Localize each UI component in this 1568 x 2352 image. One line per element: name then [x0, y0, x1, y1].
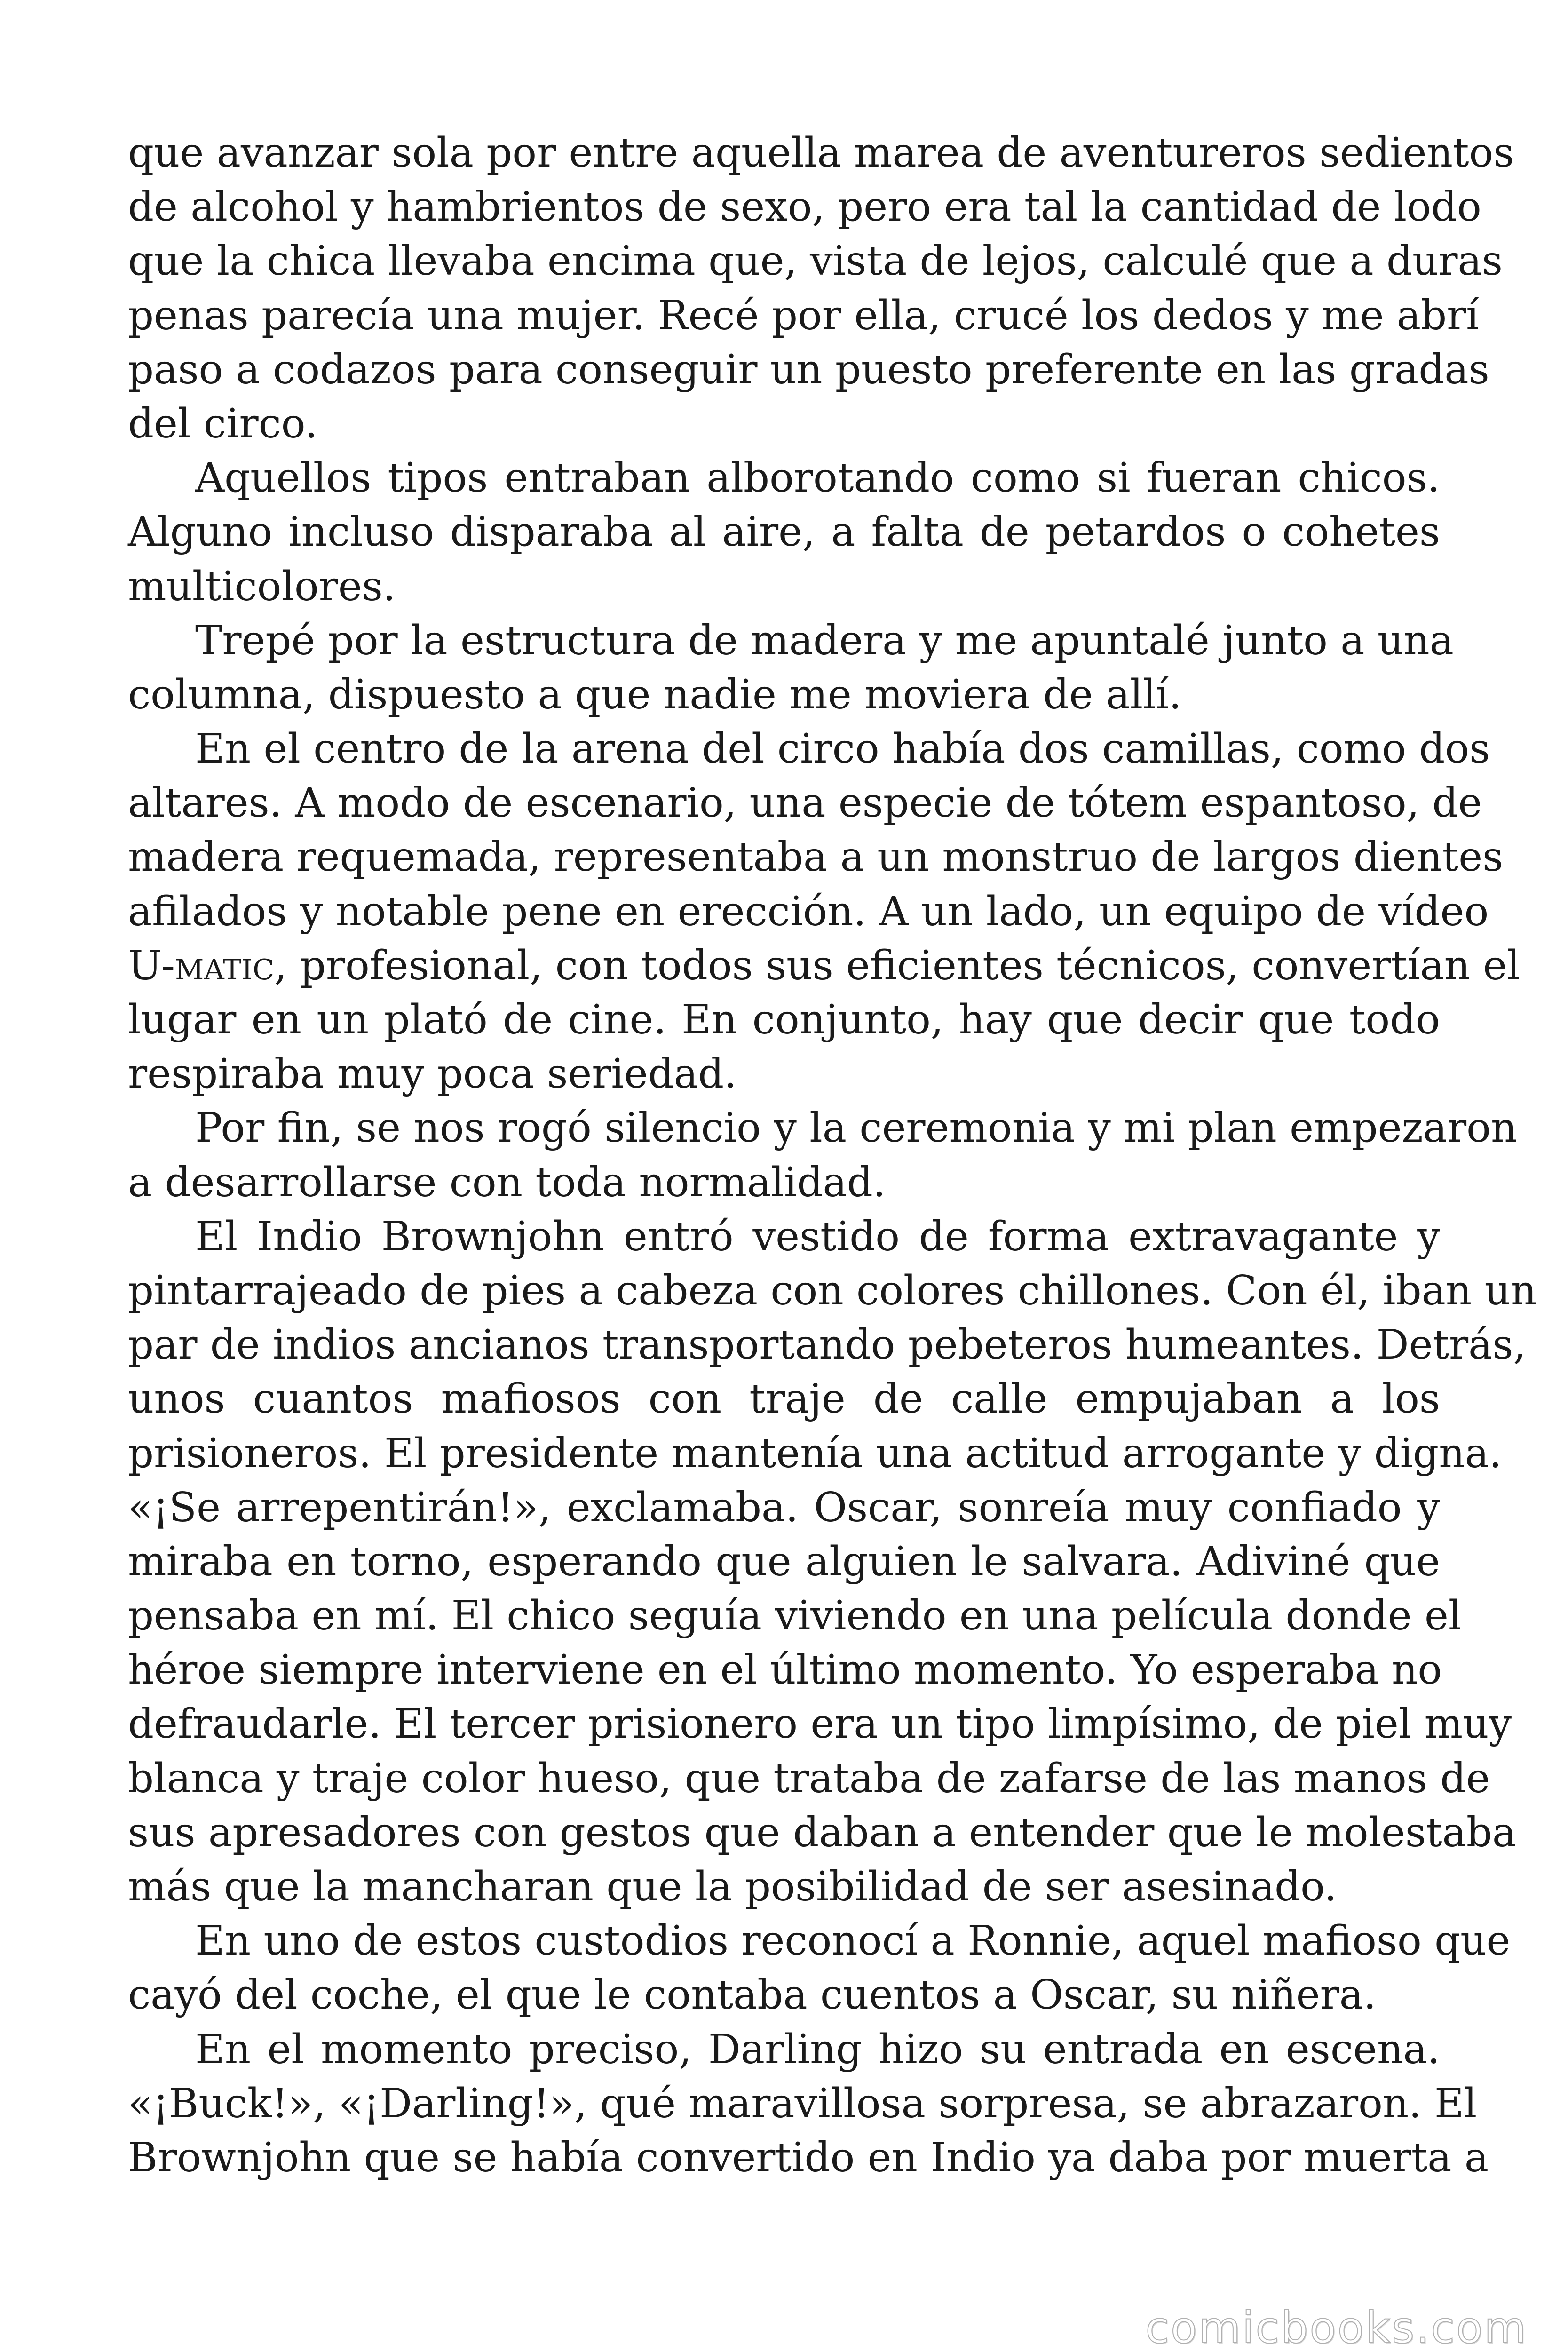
text-line: par de indios ancianos transportando pebeteros humeantes. Detrás,	[128, 1321, 1526, 1369]
text-line: pintarrajeado de pies a cabeza con colores chillones. Con él, iban un	[128, 1267, 1537, 1314]
paragraph	[128, 614, 1454, 722]
text-line: cayó del coche, el que le contaba cuentos a Oscar, su niñera.	[128, 1971, 1377, 2019]
text-line: blanca y traje color hueso, que trataba de zafarse de las manos de	[128, 1755, 1490, 1802]
text-line: madera requemada, representaba a un monstruo de largos dientes	[128, 834, 1504, 881]
text-line: a desarrollarse con toda normalidad.	[128, 1159, 886, 1206]
text-line: unos cuantos mafiosos con traje de calle empujaban a los	[128, 1375, 1440, 1423]
text-line: lugar en un plató de cine. En conjunto, hay que decir que todo	[128, 996, 1440, 1043]
text-line: multicolores.	[128, 563, 396, 610]
text-line: que la chica llevaba encima que, vista de lejos, calculé que a duras	[128, 238, 1503, 285]
text-line: penas parecía una mujer. Recé por ella, crucé los dedos y me abrí	[128, 292, 1479, 339]
text-line: Brownjohn que se había convertido en Indio ya daba por muerta a	[128, 2134, 1489, 2181]
paragraph	[128, 722, 1520, 1101]
text-line: héroe siempre interviene en el último momento. Yo esperaba no	[128, 1646, 1442, 1694]
paragraph	[128, 1101, 1517, 1209]
text-line: Alguno incluso disparaba al aire, a falta de petardos o cohetes	[128, 509, 1440, 556]
text-line: Aquellos tipos entraban alborotando como si fueran chicos.	[195, 454, 1440, 502]
text-line: columna, dispuesto a que nadie me moviera de allí.	[128, 671, 1182, 718]
text-line: prisioneros. El presidente mantenía una actitud arrogante y digna.	[128, 1430, 1502, 1477]
text-line: En el centro de la arena del circo había dos camillas, como dos	[195, 725, 1490, 773]
paragraph	[128, 451, 1440, 614]
paragraph	[128, 1914, 1511, 2022]
text-line: Por fin, se nos rogó silencio y la ceremonia y mi plan empezaron	[195, 1104, 1517, 1152]
text-line: Trepé por la estructura de madera y me apuntalé junto a una	[195, 617, 1454, 664]
text-line: En uno de estos custodios reconocí a Ronnie, aquel mafioso que	[195, 1917, 1511, 1965]
text-line: más que la mancharan que la posibilidad de ser asesinado.	[128, 1863, 1337, 1910]
text-line: pensaba en mí. El chico seguía viviendo en una película donde el	[128, 1592, 1462, 1640]
text-line: altares. A modo de escenario, una especie de tótem espantoso, de	[128, 779, 1482, 827]
text-line: afilados y notable pene en erección. A un lado, un equipo de vídeo	[128, 888, 1489, 935]
text-line: En el momento preciso, Darling hizo su entrada en escena.	[195, 2026, 1440, 2073]
text-line: del circo.	[128, 400, 318, 447]
text-line: que avanzar sola por entre aquella marea de aventureros sedientos	[128, 129, 1514, 176]
text-line: U-matic, profesional, con todos sus eficientes técnicos, convertían el	[128, 942, 1520, 989]
paragraph	[128, 2023, 1489, 2185]
body-text	[128, 126, 1537, 2185]
text-line: respiraba muy poca seriedad.	[128, 1050, 737, 1098]
text-line: «¡Buck!», «¡Darling!», qué maravillosa sorpresa, se abrazaron. El	[128, 2080, 1477, 2127]
text-line: paso a codazos para conseguir un puesto preferente en las gradas	[128, 346, 1489, 393]
text-line: defraudarle. El tercer prisionero era un tipo limpísimo, de piel muy	[128, 1700, 1512, 1748]
paragraph	[128, 126, 1514, 451]
text-line: miraba en torno, esperando que alguien le salvara. Adiviné que	[128, 1538, 1440, 1585]
paragraph	[128, 1210, 1537, 1914]
text-line: «¡Se arrepentirán!», exclamaba. Oscar, sonreía muy confiado y	[128, 1484, 1440, 1531]
text-line: El Indio Brownjohn entró vestido de forma extravagante y	[195, 1213, 1440, 1260]
text-line: de alcohol y hambrientos de sexo, pero era tal la cantidad de lodo	[128, 183, 1481, 231]
text-line: sus apresadores con gestos que daban a entender que le molestaba	[128, 1809, 1517, 1856]
watermark: comicbooks.com	[1145, 2303, 1528, 2352]
